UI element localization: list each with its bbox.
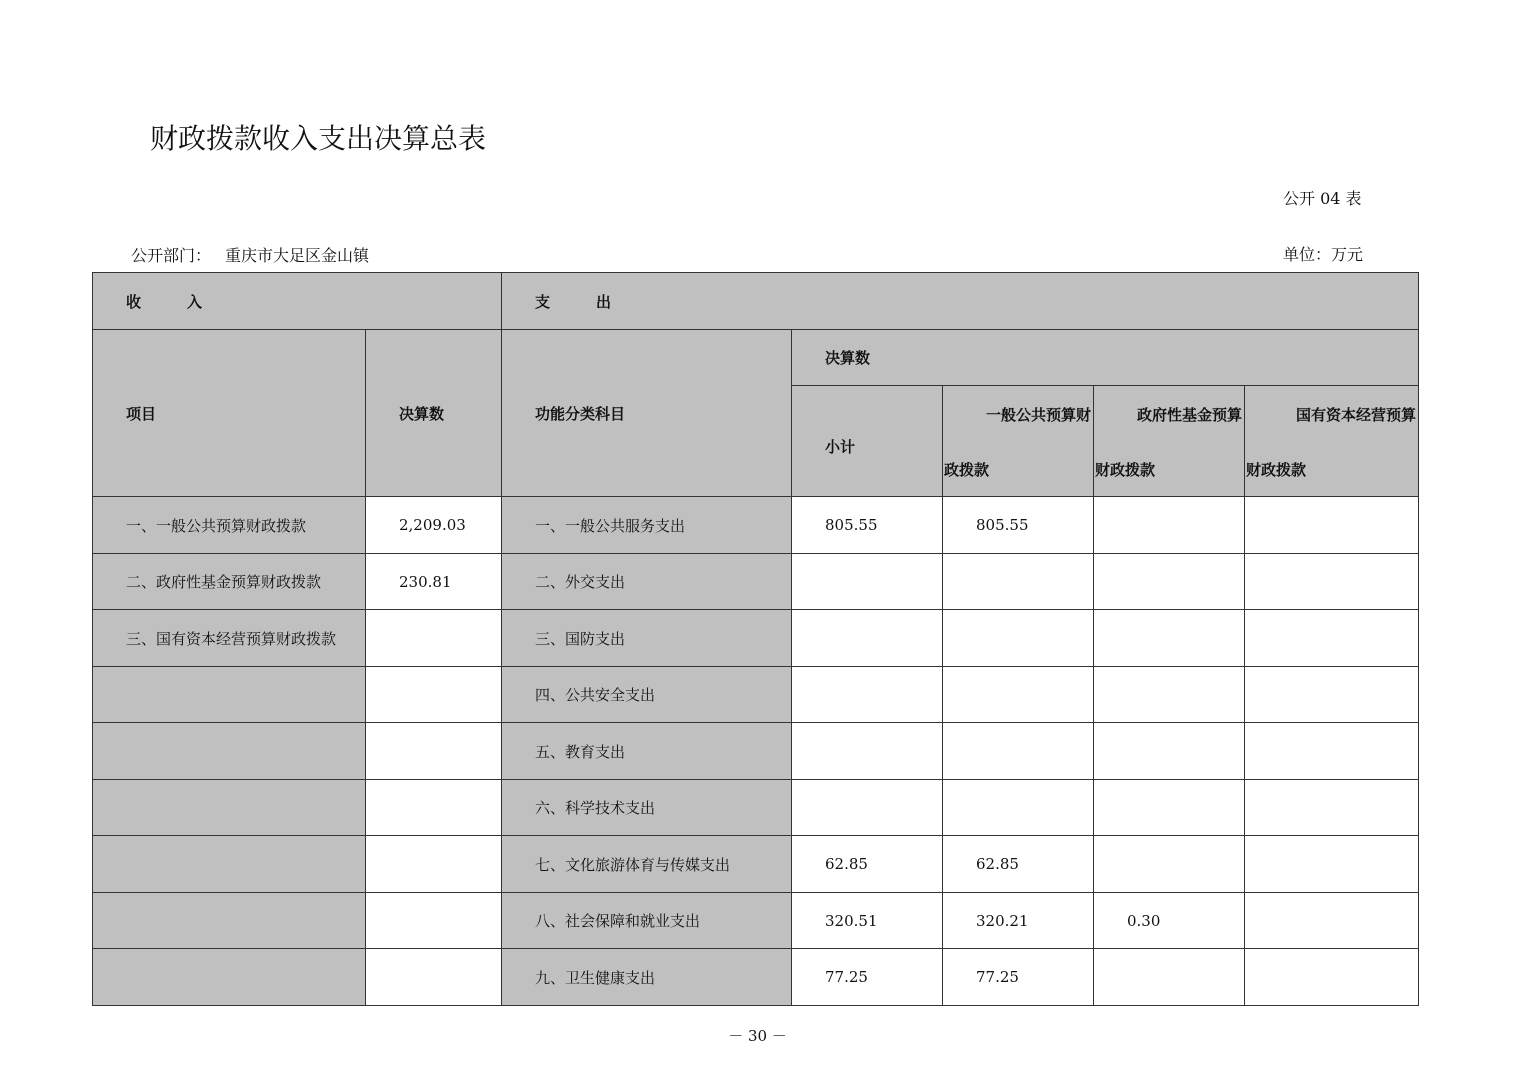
header-item: 项目 <box>93 330 366 497</box>
subtotal-cell: 320.51 <box>792 893 943 949</box>
state-capital-cell <box>1245 836 1419 893</box>
government-fund-cell <box>1094 667 1245 723</box>
subtotal-cell <box>792 610 943 667</box>
function-category-cell: 一、一般公共服务支出 <box>502 497 792 554</box>
subtotal-cell: 805.55 <box>792 497 943 554</box>
government-fund-cell <box>1094 723 1245 780</box>
income-amount-cell <box>366 949 502 1006</box>
function-category-cell: 五、教育支出 <box>502 723 792 780</box>
general-budget-cell <box>943 667 1094 723</box>
header-income-amount: 决算数 <box>366 330 502 497</box>
page-number: － 30 － <box>728 1027 787 1045</box>
general-budget-cell: 77.25 <box>943 949 1094 1006</box>
section-header-row <box>93 273 1419 330</box>
department-label: 公开部门： <box>131 246 212 265</box>
state-capital-cell <box>1245 610 1419 667</box>
table-row <box>93 667 1419 723</box>
income-item-cell: 三、国有资本经营预算财政拨款 <box>93 610 366 667</box>
general-budget-cell: 805.55 <box>943 497 1094 554</box>
government-fund-cell <box>1094 554 1245 610</box>
state-capital-cell <box>1245 780 1419 836</box>
table-row <box>93 836 1419 893</box>
unit-label: 单位：万元 <box>1283 245 1364 264</box>
header-function-category: 功能分类科目 <box>502 330 792 497</box>
government-fund-cell: 0.30 <box>1094 893 1245 949</box>
header-government-fund: 政府性基金预算 财政拨款 <box>1094 386 1245 497</box>
government-fund-cell <box>1094 610 1245 667</box>
income-item-cell <box>93 667 366 723</box>
finance-summary-table <box>92 272 1419 1006</box>
government-fund-cell <box>1094 497 1245 554</box>
income-amount-cell <box>366 610 502 667</box>
function-category-cell: 七、文化旅游体育与传媒支出 <box>502 836 792 893</box>
income-section-header <box>93 273 502 330</box>
general-budget-cell: 320.21 <box>943 893 1094 949</box>
general-budget-cell <box>943 610 1094 667</box>
state-capital-cell <box>1245 667 1419 723</box>
income-amount-cell <box>366 723 502 780</box>
general-budget-cell <box>943 780 1094 836</box>
function-category-cell: 八、社会保障和就业支出 <box>502 893 792 949</box>
function-category-cell: 三、国防支出 <box>502 610 792 667</box>
income-item-cell: 一、一般公共预算财政拨款 <box>93 497 366 554</box>
income-amount-cell: 230.81 <box>366 554 502 610</box>
expense-section-header <box>502 273 1419 330</box>
header-amount-group: 决算数 <box>792 330 1419 386</box>
table-row <box>93 949 1419 1006</box>
column-header-row-1 <box>93 330 1419 386</box>
subtotal-cell <box>792 554 943 610</box>
subtotal-cell <box>792 723 943 780</box>
income-item-cell <box>93 723 366 780</box>
form-number: 公开 04 表 <box>1283 189 1362 208</box>
general-budget-cell: 62.85 <box>943 836 1094 893</box>
government-fund-cell <box>1094 836 1245 893</box>
general-budget-cell <box>943 554 1094 610</box>
subtotal-cell <box>792 780 943 836</box>
income-amount-cell: 2,209.03 <box>366 497 502 554</box>
header-subtotal: 小计 <box>792 386 943 497</box>
income-item-cell: 二、政府性基金预算财政拨款 <box>93 554 366 610</box>
table-row <box>93 893 1419 949</box>
department-line <box>131 243 369 266</box>
state-capital-cell <box>1245 723 1419 780</box>
state-capital-cell <box>1245 497 1419 554</box>
income-item-cell <box>93 949 366 1006</box>
table-row <box>93 723 1419 780</box>
income-item-cell <box>93 893 366 949</box>
income-item-cell <box>93 836 366 893</box>
income-amount-cell <box>366 780 502 836</box>
state-capital-cell <box>1245 893 1419 949</box>
header-general-budget: 一般公共预算财 政拨款 <box>943 386 1094 497</box>
income-amount-cell <box>366 836 502 893</box>
income-amount-cell <box>366 667 502 723</box>
expense-header-char-2: 出 <box>596 292 612 311</box>
page-title: 财政拨款收入支出决算总表 <box>150 122 487 155</box>
table-row <box>93 610 1419 667</box>
table-row <box>93 554 1419 610</box>
income-amount-cell <box>366 893 502 949</box>
state-capital-cell <box>1245 554 1419 610</box>
general-budget-cell <box>943 723 1094 780</box>
government-fund-cell <box>1094 780 1245 836</box>
income-item-cell <box>93 780 366 836</box>
expense-header-char-1: 支 <box>535 292 551 311</box>
function-category-cell: 六、科学技术支出 <box>502 780 792 836</box>
table-row <box>93 780 1419 836</box>
department-value: 重庆市大足区金山镇 <box>225 246 370 265</box>
income-header-char-1: 收 <box>126 292 142 311</box>
subtotal-cell: 77.25 <box>792 949 943 1006</box>
function-category-cell: 四、公共安全支出 <box>502 667 792 723</box>
income-header-char-2: 入 <box>187 292 203 311</box>
table-row <box>93 497 1419 554</box>
header-state-capital: 国有资本经营预算 财政拨款 <box>1245 386 1419 497</box>
function-category-cell: 九、卫生健康支出 <box>502 949 792 1006</box>
subtotal-cell: 62.85 <box>792 836 943 893</box>
function-category-cell: 二、外交支出 <box>502 554 792 610</box>
subtotal-cell <box>792 667 943 723</box>
state-capital-cell <box>1245 949 1419 1006</box>
government-fund-cell <box>1094 949 1245 1006</box>
